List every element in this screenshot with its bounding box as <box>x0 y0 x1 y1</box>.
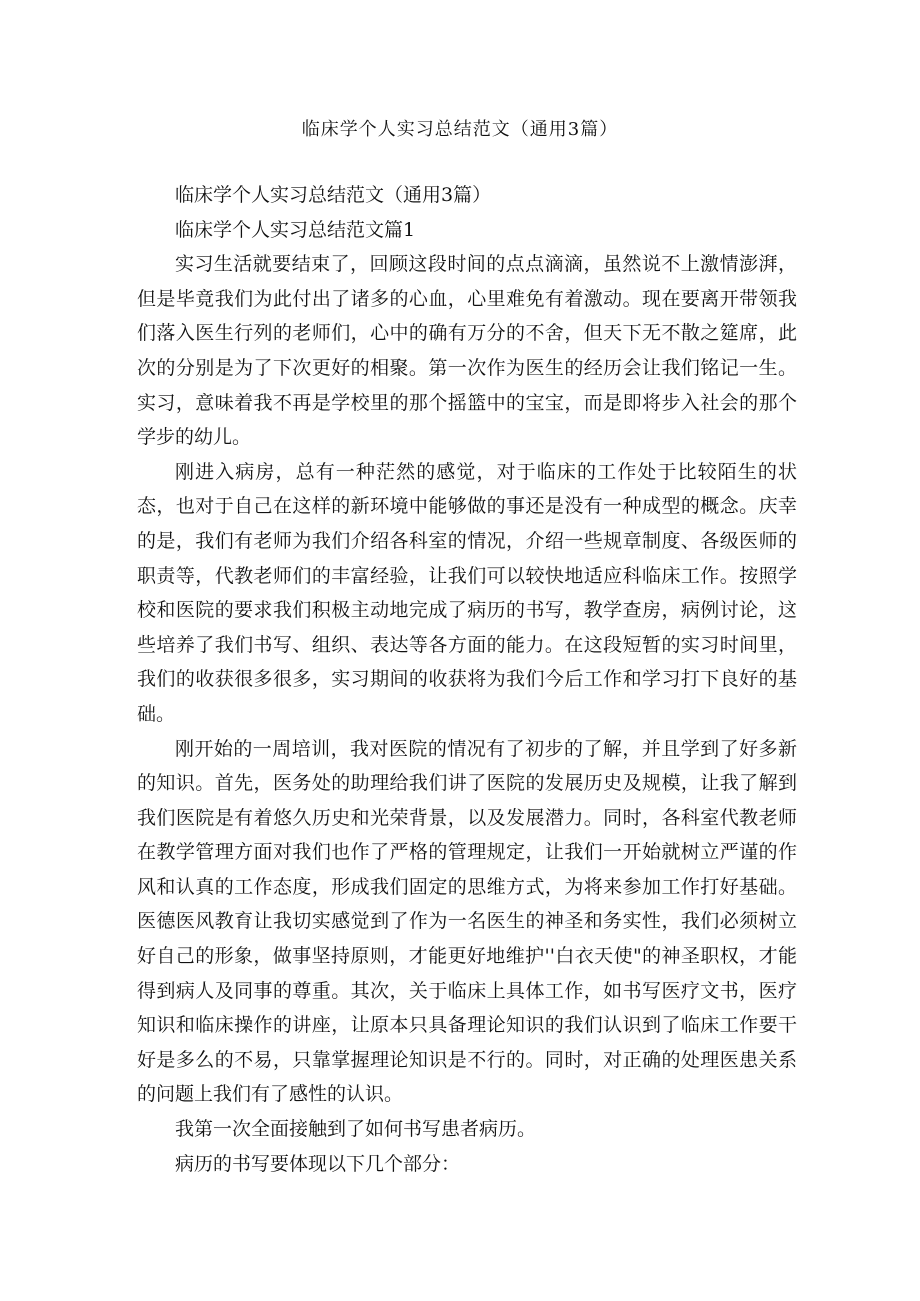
document-subtitle: 临床学个人实习总结范文（通用3篇） <box>175 184 492 206</box>
paragraph-1: 实习生活就要结束了，回顾这段时间的点点滴滴，虽然说不上激情澎湃，但是毕竟我们为此付出了诸多的心血，心里难免有着激动。现在要离开带领我们落入医生行列的老师们，心中的确有万分的不舍，但天下无不散之筵席，此次的分别是为了下次更好的相聚。第一次作为医生的经历会让我们铭记一生。实习，意味着我不再是学校里的那个摇篮中的宝宝，而是即将步入社会的那个学步的幼儿。 <box>137 253 797 449</box>
paragraph-4: 我第一次全面接触到了如何书写患者病历。 <box>175 1118 537 1141</box>
section-heading: 临床学个人实习总结范文篇1 <box>175 218 416 241</box>
document-body <box>137 178 797 1181</box>
paragraph-5: 病历的书写要体现以下几个部分： <box>175 1152 461 1175</box>
paragraph-2: 刚进入病房，总有一种茫然的感觉，对于临床的工作处于比较陌生的状态，也对于自己在这样的新环境中能够做的事还是没有一种成型的概念。庆幸的是，我们有老师为我们介绍各科室的情况，介绍一些规章制度、各级医师的职责等，代教老师们的丰富经验，让我们可以较快地适应科临床工作。按照学校和医院的要求我们积极主动地完成了病历的书写，教学查房，病例讨论，这些培养了我们书写、组织、表达等各方面的能力。在这段短暂的实习时间里，我们的收获很多很多，实习期间的收获将为我们今后工作和学习打下良好的基础。 <box>137 460 797 725</box>
document-title: 临床学个人实习总结范文（通用3篇） <box>301 119 619 140</box>
paragraph-3: 刚开始的一周培训，我对医院的情况有了初步的了解，并且学到了好多新的知识。首先，医务处的助理给我们讲了医院的发展历史及规模，让我了解到我们医院是有着悠久历史和光荣背景，以及发展潜力。同时，各科室代教老师在教学管理方面对我们也作了严格的管理规定，让我们一开始就树立严谨的作风和认真的工作态度，形成我们固定的思维方式，为将来参加工作打好基础。医德医风教育让我切实感觉到了作为一名医生的神圣和务实性，我们必须树立好自己的形象，做事坚持原则，才能更好地维护''白衣天使"的神圣职权，才能得到病人及同事的尊重。其次，关于临床上具体工作，如书写医疗文书，医疗知识和临床操作的讲座，让原本只具备理论知识的我们认识到了临床工作要干好是多么的不易，只靠掌握理论知识是不行的。同时，对正确的处理医患关系的问题上我们有了感性的认识。 <box>137 737 797 1106</box>
